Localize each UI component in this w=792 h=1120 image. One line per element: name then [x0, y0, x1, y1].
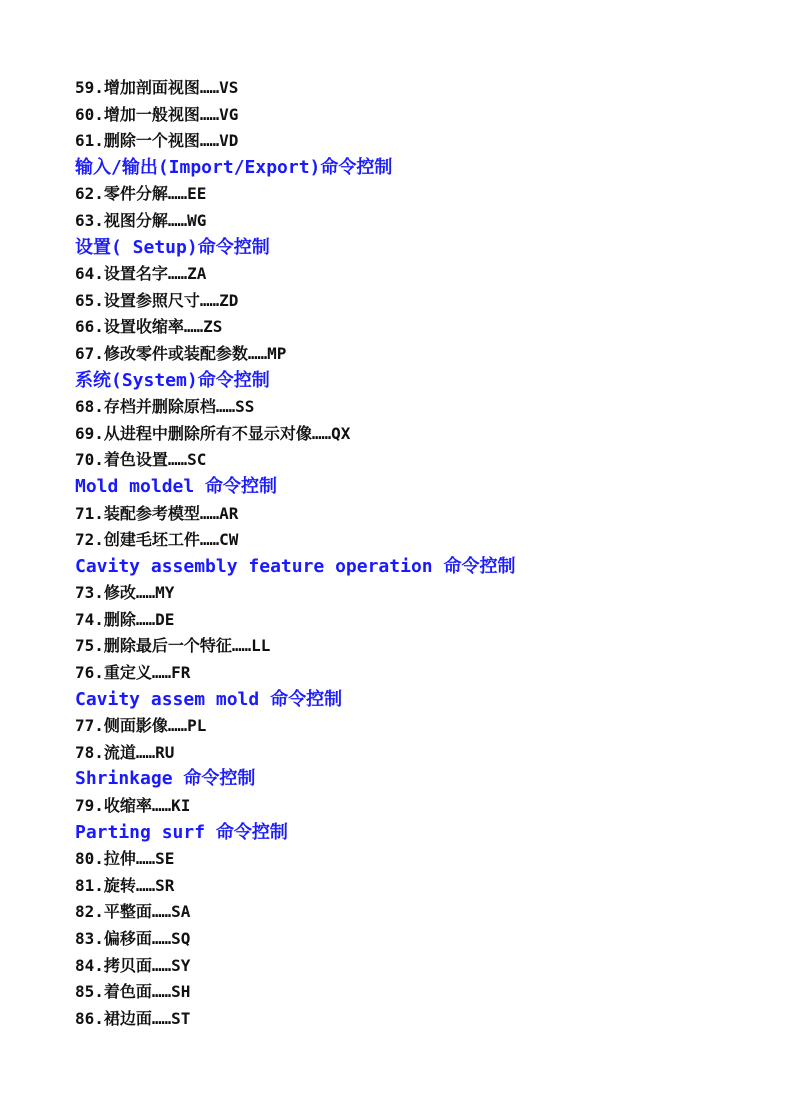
command-item: 70.着色设置……SC [75, 450, 207, 470]
command-item: 73.修改……MY [75, 583, 175, 603]
command-item: 61.删除一个视图……VD [75, 131, 239, 151]
command-item: 67.修改零件或装配参数……MP [75, 343, 287, 363]
command-item: 65.设置参照尺寸……ZD [75, 290, 239, 310]
command-item: 78.流道……RU [75, 742, 175, 762]
section-heading: Parting surf 命令控制 [75, 821, 288, 843]
section-heading: 系统(System)命令控制 [75, 369, 270, 391]
section-heading: Shrinkage 命令控制 [75, 768, 256, 790]
command-item: 77.侧面影像……PL [75, 716, 207, 736]
command-item: 68.存档并删除原档……SS [75, 397, 255, 417]
command-item: 71.装配参考模型……AR [75, 503, 239, 523]
command-item: 64.设置名字……ZA [75, 264, 207, 284]
command-item: 74.删除……DE [75, 609, 175, 629]
section-heading: 输入/输出(Import/Export)命令控制 [75, 156, 393, 178]
command-item: 72.创建毛坯工件……CW [75, 530, 239, 550]
document-body [75, 75, 755, 1032]
command-item: 62.零件分解……EE [75, 184, 207, 204]
command-item: 85.着色面……SH [75, 982, 191, 1002]
section-heading: Mold moldel 命令控制 [75, 475, 278, 497]
command-item: 63.视图分解……WG [75, 210, 207, 230]
command-item: 76.重定义……FR [75, 663, 191, 683]
command-item: 84.拷贝面……SY [75, 955, 191, 975]
section-heading: Cavity assembly feature operation 命令控制 [75, 555, 516, 577]
command-item: 60.增加一般视图……VG [75, 104, 239, 124]
command-item: 80.拉伸……SE [75, 849, 175, 869]
command-item: 66.设置收缩率……ZS [75, 317, 223, 337]
command-item: 69.从进程中删除所有不显示对像……QX [75, 423, 351, 443]
command-item: 82.平整面……SA [75, 902, 191, 922]
command-item: 79.收缩率……KI [75, 796, 191, 816]
section-heading: 设置( Setup)命令控制 [75, 236, 270, 258]
command-item: 75.删除最后一个特征……LL [75, 636, 271, 656]
command-item: 86.裙边面……ST [75, 1008, 191, 1028]
section-heading: Cavity assem mold 命令控制 [75, 688, 343, 710]
command-item: 59.增加剖面视图……VS [75, 78, 239, 97]
command-item: 83.偏移面……SQ [75, 929, 191, 948]
command-item: 81.旋转……SR [75, 875, 175, 895]
